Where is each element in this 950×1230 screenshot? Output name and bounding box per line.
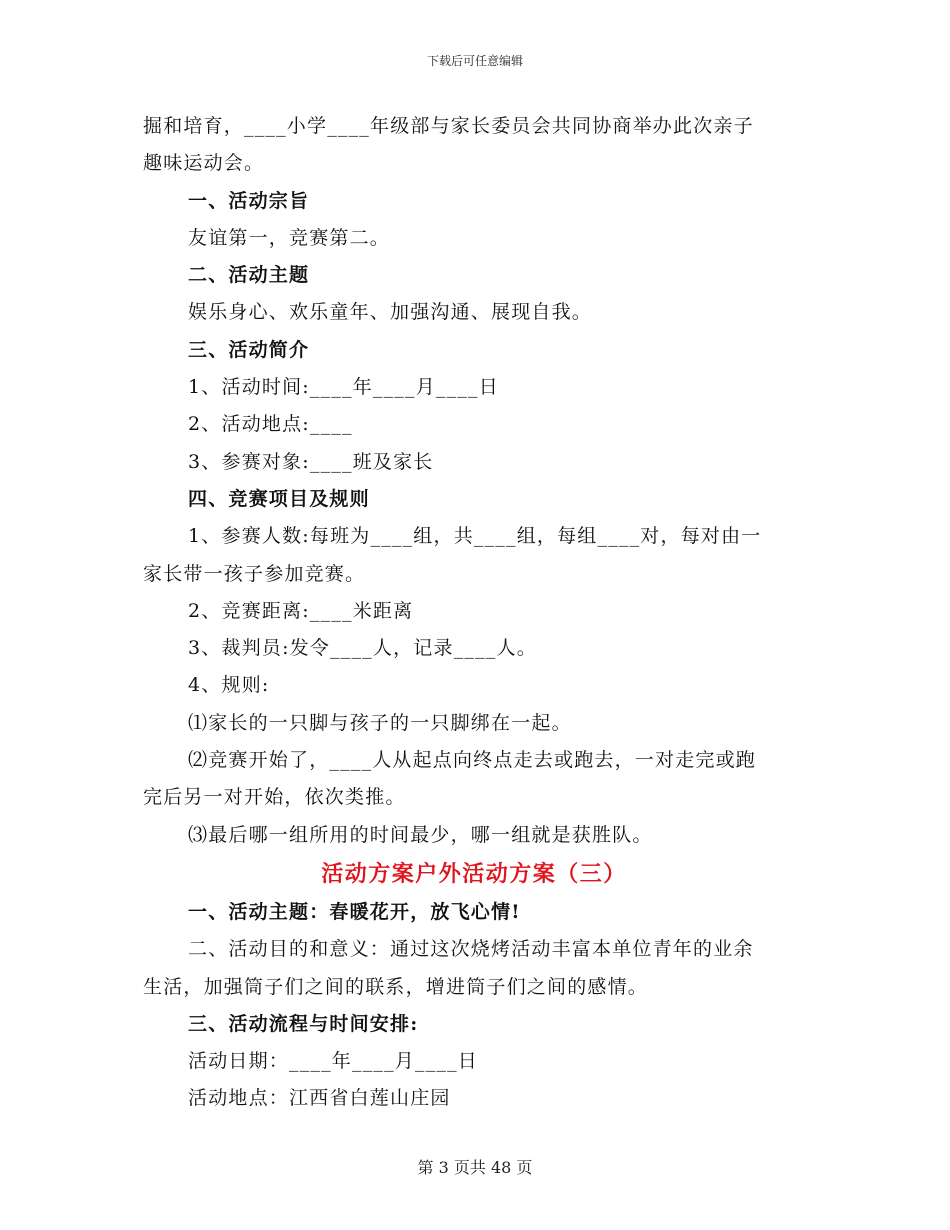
body-section-2 — [143, 894, 805, 1118]
paragraph-line: 1、活动时间:____年____月____日 — [188, 376, 499, 399]
paragraph-line: 家长带一孩子参加竞赛。 — [143, 562, 366, 585]
paragraph-line: 3、参赛对象:____班及家长 — [188, 450, 434, 473]
section-heading: 二、活动主题 — [188, 264, 310, 287]
section-heading: 一、活动主题：春暖花开，放飞心情! — [188, 900, 521, 923]
paragraph-line: 完后另一对开始，依次类推。 — [143, 786, 406, 809]
section-heading: 三、活动简介 — [188, 338, 310, 361]
paragraph-line: 生活，加强筒子们之间的联系，增进筒子们之间的感情。 — [143, 975, 649, 998]
paragraph-line: 掘和培育，____小学____年级部与家长委员会共同协商举办此次亲子 — [143, 115, 754, 137]
paragraph-line: 4、规则: — [188, 674, 270, 697]
paragraph-line: ⑵竞赛开始了，____人从起点向终点走去或跑去，一对走完或跑 — [188, 749, 757, 772]
paragraph-line: 2、活动地点:____ — [188, 413, 353, 436]
paragraph-line: 1、参赛人数:每班为____组，共____组，每组____对，每对由一 — [188, 525, 762, 548]
section-heading: 一、活动宗旨 — [188, 189, 310, 212]
paragraph-line: 娱乐身心、欢乐童年、加强沟通、展现自我。 — [188, 301, 593, 324]
paragraph-line: 友谊第一，竞赛第二。 — [188, 226, 391, 249]
body-section-1 — [143, 108, 805, 854]
document-body — [143, 108, 805, 1118]
page-footer: 第 3 页共 48 页 — [417, 1158, 533, 1177]
paragraph-line: 3、裁判员:发令____人，记录____人。 — [188, 637, 537, 660]
section-heading: 四、竞赛项目及规则 — [188, 487, 370, 510]
paragraph-line: 2、竞赛距离:____米距离 — [188, 599, 414, 622]
paragraph-line: 活动地点：江西省白莲山庄园 — [188, 1087, 451, 1110]
paragraph-line: 活动日期：____年____月____日 — [188, 1050, 479, 1073]
paragraph-line: 趣味运动会。 — [143, 152, 265, 175]
page-header: 下载后可任意编辑 — [426, 54, 523, 68]
paragraph-line: ⑴家长的一只脚与孩子的一只脚绑在一起。 — [188, 711, 572, 734]
section-title: 活动方案户外活动方案（三） — [321, 860, 627, 887]
paragraph-line: 二、活动目的和意义：通过这次烧烤活动丰富本单位青年的业余 — [188, 938, 754, 961]
paragraph-line: ⑶最后哪一组所用的时间最少，哪一组就是获胜队。 — [188, 823, 653, 846]
section-heading: 三、活动流程与时间安排: — [188, 1012, 419, 1035]
